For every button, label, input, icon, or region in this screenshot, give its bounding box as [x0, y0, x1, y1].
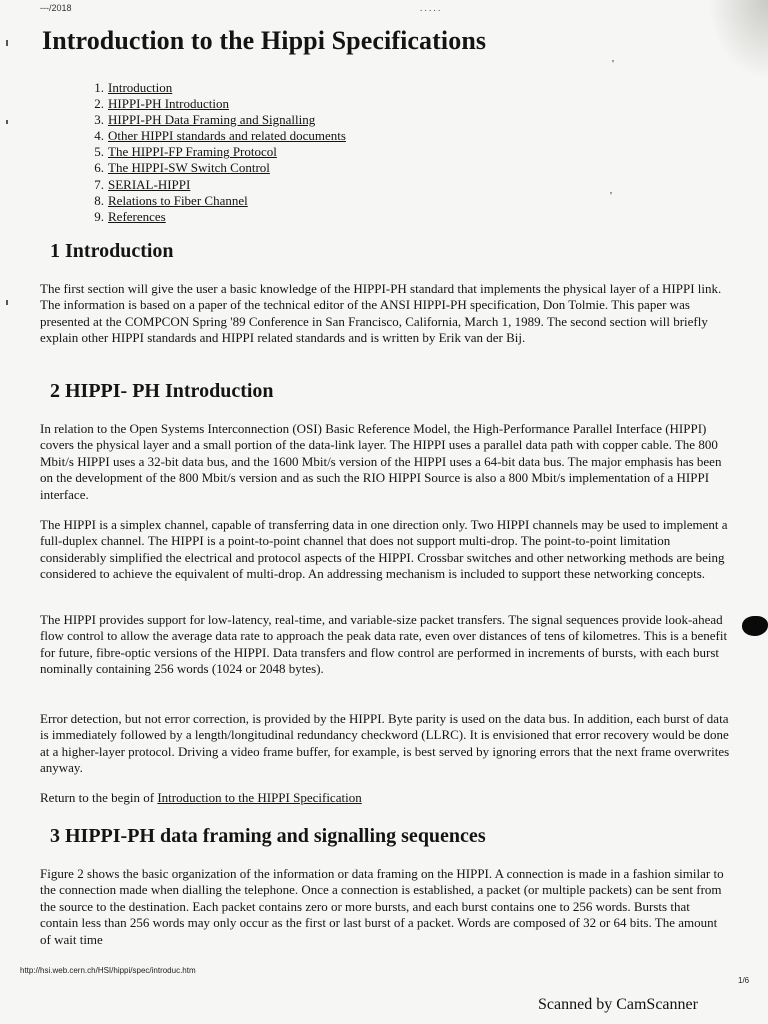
toc-link-references[interactable]: References — [108, 208, 166, 224]
section-2-paragraph-3: The HIPPI provides support for low-latency, real-time, and variable-size packet transfers. The signal sequences provide look-ahead flow control to allow the average data rate to approach the peak data rate, even over distances of tens of kilometres. This is a benefit for future, fibre-optic versions of the HIPPI. Data transfers and flow control are performed in increments of bursts, with each burst nominally containing 256 words (1024 or 2048 bytes). — [40, 612, 728, 677]
toc-item — [88, 160, 346, 176]
toc-link-hippi-ph-introduction[interactable]: HIPPI-PH Introduction — [108, 96, 229, 112]
toc-item — [88, 112, 346, 128]
scan-shadow — [708, 0, 768, 80]
section-1-paragraph: The first section will give the user a basic knowledge of the HIPPI-PH standard that implements the physical layer of a HIPPI link. The information is based on a paper of the technical editor of the ANSI HIPPI-PH specification, Don Tolmie. This paper was presented at the COMPCON Spring '89 Conference in San Francisco, California, March 1, 1989. The second section will briefly explain other HIPPI standards and HIPPI related standards and is written by Erik van der Bij. — [40, 281, 722, 346]
footer-url: http://hsi.web.cern.ch/HSI/hippi/spec/introduc.htm — [20, 966, 196, 975]
ink-blot — [742, 616, 768, 636]
toc-num: 8. — [94, 192, 104, 208]
section-2-heading: 2 HIPPI- PH Introduction — [50, 380, 274, 402]
toc-link-introduction[interactable]: Introduction — [108, 80, 173, 95]
toc-num: 7. — [94, 176, 104, 192]
toc-item — [88, 177, 346, 193]
margin-mark — [6, 300, 8, 305]
toc-num: 9. — [94, 208, 104, 224]
margin-mark — [6, 120, 8, 124]
return-prefix: Return to the begin of — [40, 790, 158, 805]
section-3-heading: 3 HIPPI-PH data framing and signalling sequences — [50, 825, 486, 847]
return-line — [40, 790, 730, 806]
section-2-paragraph-2: The HIPPI is a simplex channel, capable of transferring data in one direction only. Two HIPPI channels may be used to implement a full-duplex channel. The HIPPI is a point-to-point channel that does not support multi-drop. The point-to-point limitation considerably simplified the electrical and protocol aspects of the HIPPI. Crossbar switches and other networking methods are being considered to achieve the equivalent of multi-drop. An addressing mechanism is included to support these networking concepts. — [40, 517, 728, 582]
toc-item — [88, 209, 346, 225]
header-date: ---/2018 — [40, 3, 72, 13]
table-of-contents — [88, 80, 346, 225]
toc-num: 1. — [94, 80, 104, 95]
section-2-paragraph-4: Error detection, but not error correction, is provided by the HIPPI. Byte parity is used on the data bus. In addition, each burst of data is immediately followed by a length/longitudinal redundancy checkword (LLRC). It is envisioned that error recovery would be done at a higher-layer protocol. Driving a video frame buffer, for example, is best served by ignoring errors that the next frame overwrites anyway. — [40, 711, 730, 776]
toc-num: 2. — [94, 96, 104, 112]
toc-item — [88, 80, 346, 96]
toc-num: 4. — [94, 128, 104, 144]
toc-item — [88, 96, 346, 112]
section-2-paragraph-1: In relation to the Open Systems Interconnection (OSI) Basic Reference Model, the High-Performance Parallel Interface (HIPPI) covers the physical layer and a small portion of the data-link layer. The HIPPI uses a parallel data path with copper cable. The 800 Mbit/s HIPPI uses a 32-bit data bus, and the 1600 Mbit/s version of the HIPPI uses a 64-bit data bus. The major emphasis has been on the development of the 800 Mbit/s version and as such the RIO HIPPI Source is also a 800 Mbit/s implementation of a HIPPI interface. — [40, 421, 722, 502]
toc-link-data-framing[interactable]: HIPPI-PH Data Framing and Signalling — [108, 112, 316, 128]
toc-link-other-standards[interactable]: Other HIPPI standards and related documents — [108, 128, 346, 144]
toc-link-hippi-fp[interactable]: The HIPPI-FP Framing Protocol — [108, 144, 277, 160]
toc-link-serial-hippi[interactable]: SERIAL-HIPPI — [108, 176, 191, 192]
scan-speck: ' — [610, 190, 612, 202]
page-number: 1/6 — [738, 976, 750, 985]
margin-mark — [6, 40, 8, 46]
page-title: Introduction to the Hippi Specifications — [42, 26, 487, 55]
toc-item — [88, 144, 346, 160]
toc-num: 5. — [94, 144, 104, 160]
toc-item — [88, 193, 346, 209]
toc-link-fiber-channel[interactable]: Relations to Fiber Channel — [108, 192, 248, 208]
toc-item — [88, 128, 346, 144]
return-link[interactable]: Introduction to the HIPPI Specification — [157, 790, 362, 805]
toc-num: 6. — [94, 160, 104, 176]
header-dots: . . . . . — [420, 3, 441, 13]
toc-num: 3. — [94, 112, 104, 128]
toc-link-hippi-sw[interactable]: The HIPPI-SW Switch Control — [108, 160, 270, 176]
section-3-paragraph: Figure 2 shows the basic organization of the information or data framing on the HIPPI. A connection is made in a fashion similar to the connection made when dialling the telephone. Once a connection is established, a packet (or multiple packets) can be sent from the source to the destination. Each packet contains zero or more bursts, and each burst contains one to 256 words. Bursts that contain less than 256 words may only occur as the first or last burst of a packet. Words are composed of 32 or 64 bits. The amount of wait time — [40, 866, 724, 947]
scan-speck: ' — [612, 58, 614, 70]
scanner-watermark: Scanned by CamScanner — [538, 996, 698, 1013]
section-1-heading: 1 Introduction — [50, 240, 174, 262]
